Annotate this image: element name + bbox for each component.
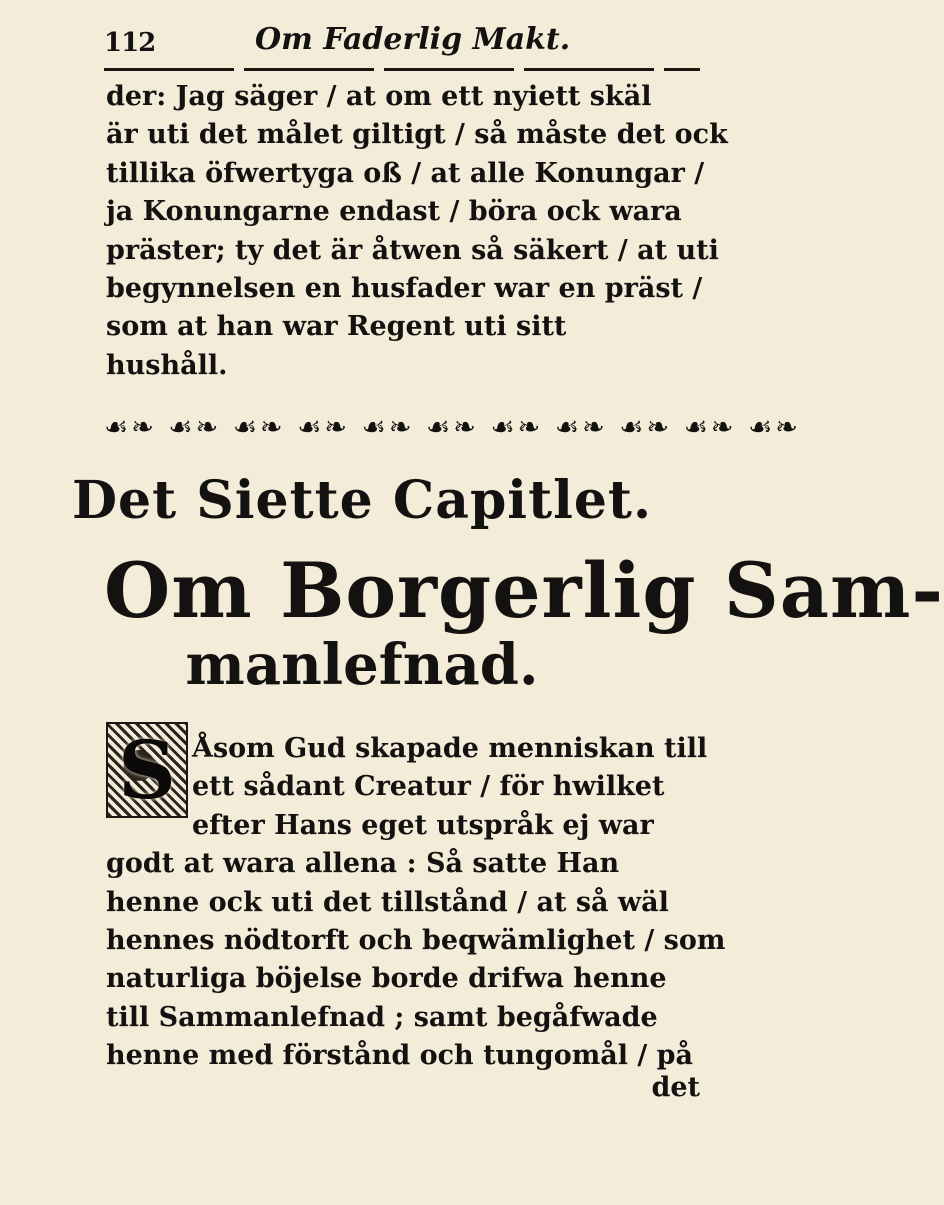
- header-rule: [104, 68, 700, 71]
- text-line: godt at wara allena : Så satte Han: [106, 848, 620, 880]
- text-line: henne ock uti det tillstånd / at så wäl: [106, 886, 669, 918]
- text-line: är uti det målet giltigt / så måste det ock: [106, 119, 728, 151]
- chapter-title-line-2: manlefnad.: [185, 632, 539, 698]
- text-line: begynnelsen en husfader war en präst /: [106, 273, 703, 305]
- catchword: det: [651, 1072, 700, 1103]
- text-line: efter Hans eget utspråk ej war: [192, 809, 654, 841]
- text-line: tillika öfwertyga oß / at alle Konungar /: [106, 157, 705, 189]
- body-paragraph-1: [106, 78, 728, 385]
- text-line: ja Konungarne endast / böra ock wara: [106, 196, 682, 228]
- text-line: henne med förstånd och tungomål / på: [106, 1040, 694, 1072]
- body-paragraph-2: [106, 723, 726, 1076]
- text-line: präster; ty det är åtwen så säkert / at uti: [106, 234, 719, 266]
- text-line: naturliga böjelse borde drifwa henne: [106, 963, 667, 995]
- ornament-divider: ☙❧ ☙❧ ☙❧ ☙❧ ☙❧ ☙❧ ☙❧ ☙❧ ☙❧ ☙❧ ☙❧: [104, 412, 801, 443]
- text-line: ett sådant Creatur / för hwilket: [192, 771, 665, 803]
- text-line: Åsom Gud skapade menniskan till: [192, 733, 708, 764]
- chapter-heading: Det Siette Capitlet.: [71, 470, 653, 531]
- text-line: der: Jag säger / at om ett nyiett skäl: [106, 81, 652, 112]
- text-line: hushåll.: [106, 349, 228, 381]
- page-number: 112: [104, 28, 156, 58]
- running-head: Om Faderlig Makt.: [255, 22, 571, 57]
- drop-cap-letter: S: [118, 723, 176, 817]
- text-line: till Sammanlefnad ; samt begåfwade: [106, 1001, 658, 1033]
- text-line: som at han war Regent uti sitt: [106, 311, 567, 343]
- text-line: hennes nödtorft och beqwämlighet / som: [106, 924, 726, 956]
- chapter-title-line-1: Om Borgerlig Sam-: [104, 546, 944, 635]
